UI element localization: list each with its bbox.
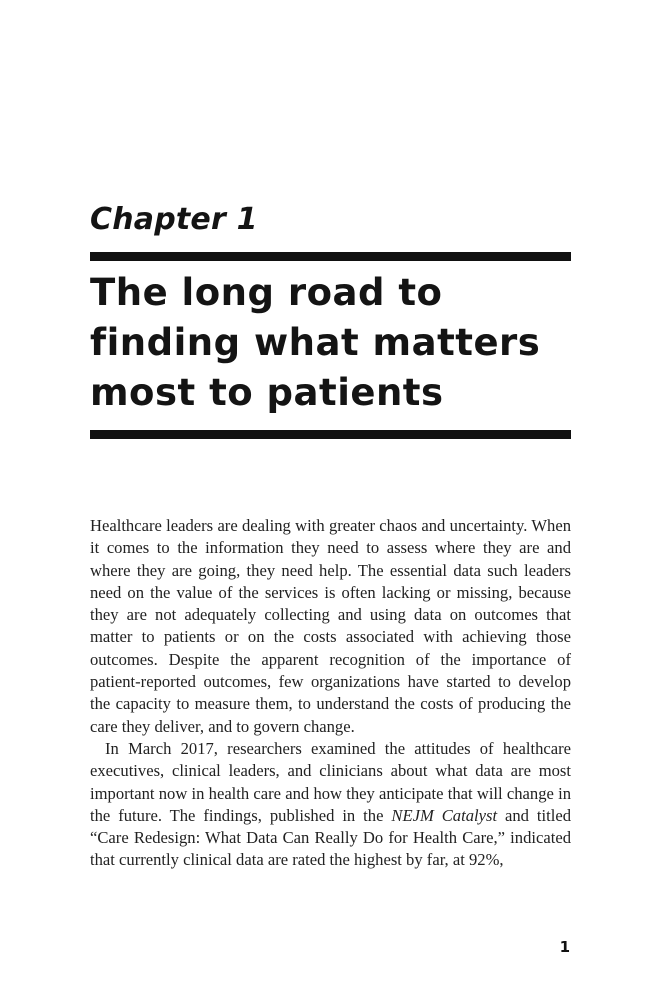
paragraph-2-text-end: and titled “Care Redesign: What Data Can Really Do for Health Care,” indicated that currently clinical data are rated the highest by far, at 92%, [90,805,572,870]
title-rule-top [90,252,571,261]
body-paragraph-2 [90,738,571,872]
body-paragraph-1: Healthcare leaders are dealing with greater chaos and uncertainty. When it comes to the information they need to assess where they are and where they are going, they need help. The essential data such leaders need on the value of the services is often lacking or missing, because they are not adequately collecting and using data on outcomes that matter to patients or on the costs associated with achieving those outcomes. Despite the apparent recognition of the importance of patient-reported outcomes, few organizations have started to develop the capacity to measure them, to understand the costs of producing the care they deliver, and to govern change. [90,516,571,736]
chapter-label: Chapter 1 [90,202,258,237]
page-number: 1 [559,938,570,956]
chapter-body [90,515,571,872]
title-rule-bottom [90,430,571,439]
paragraph-2-text-start: In March 2017, researchers examined the attitudes of healthcare executives, clinical leaders, and clinicians about what data are most important now in health care and how they anticipate that will change in the future. The findings, published in the [90,738,571,825]
chapter-title: The long road to finding what matters most to patients [90,271,541,414]
journal-title: NEJM Catalyst [391,805,498,825]
